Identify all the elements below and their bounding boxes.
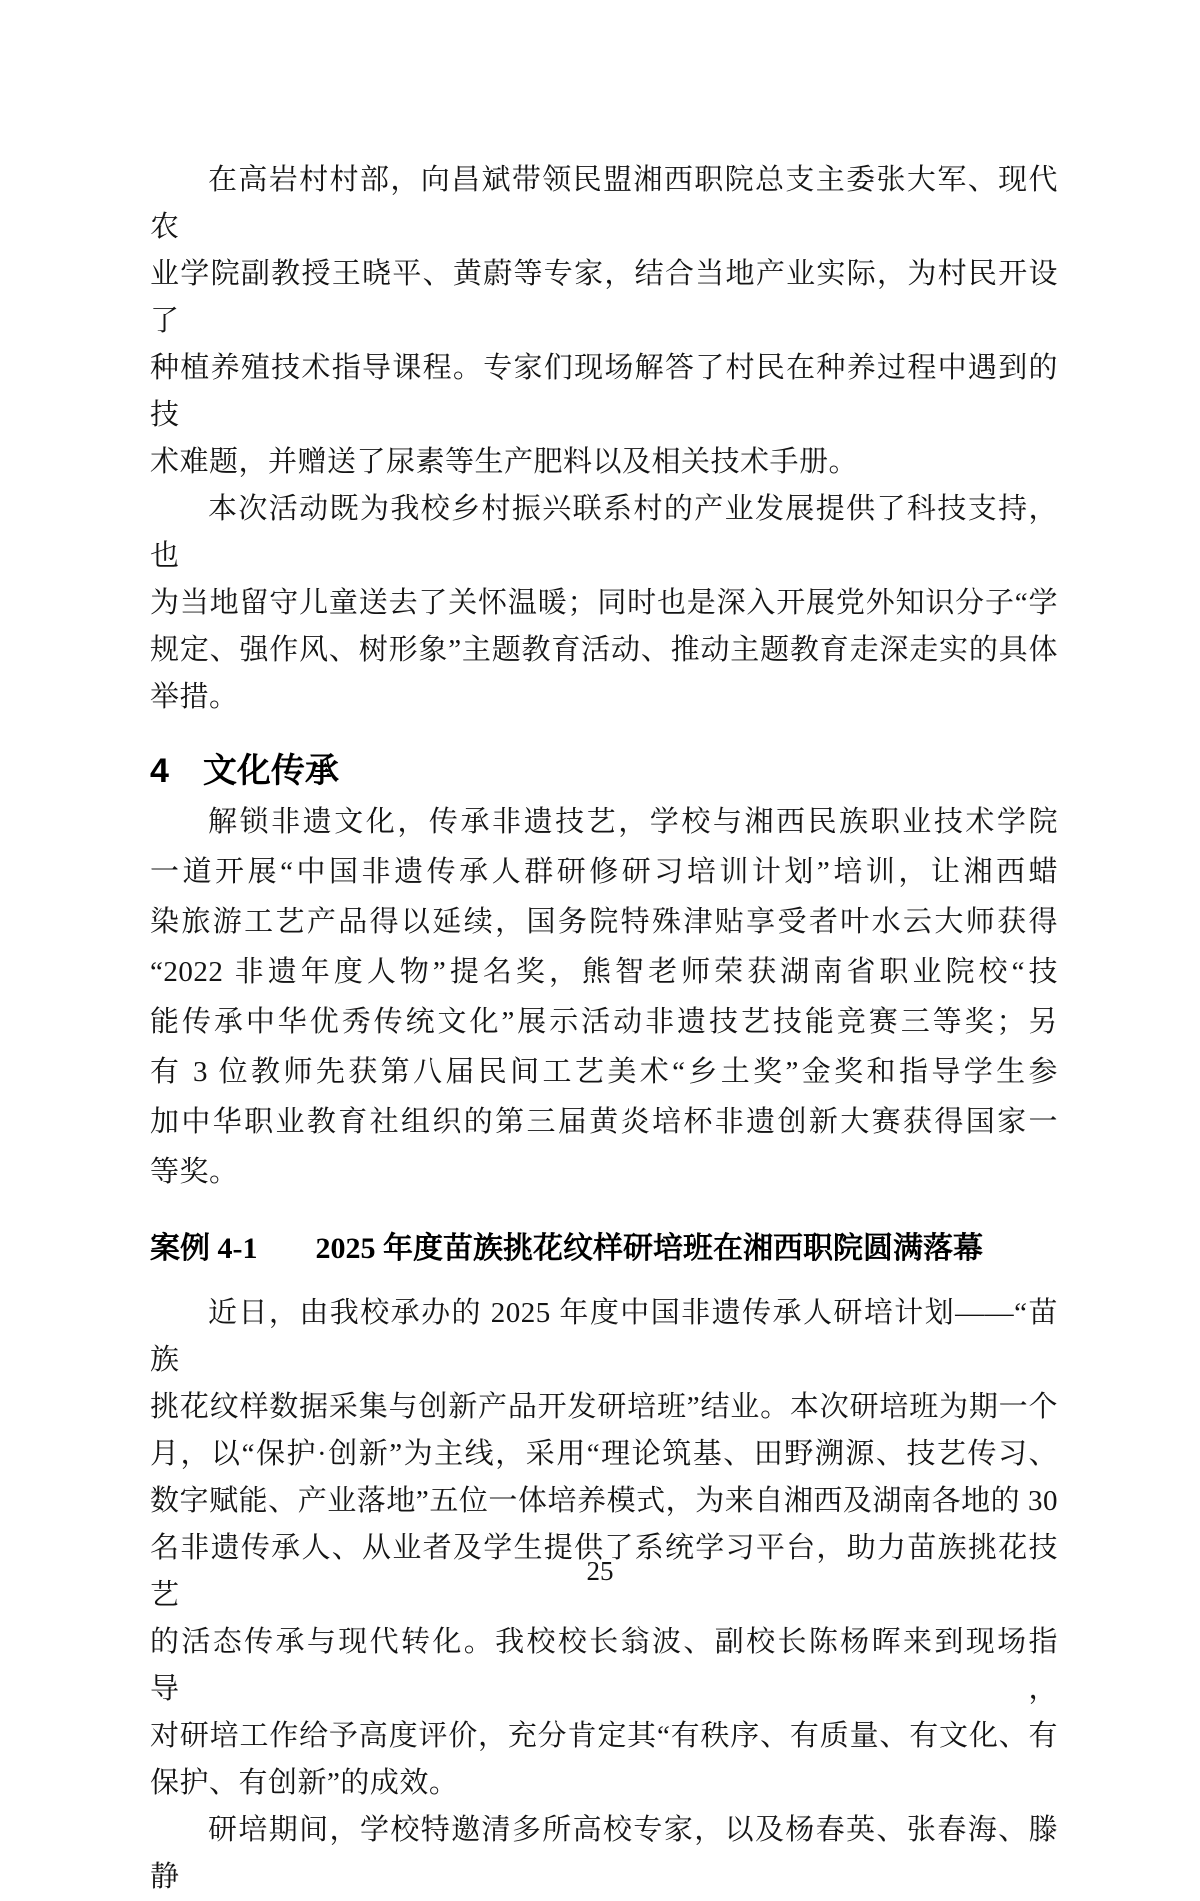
paragraph-line: 业学院副教授王晓平、黄蔚等专家，结合当地产业实际，为村民开设了 xyxy=(150,258,1058,337)
paragraph-line: 在高岩村村部，向昌斌带领民盟湘西职院总支主委张大军、现代农 xyxy=(150,164,1058,243)
paragraph-line: 月，以“保护·创新”为主线，采用“理论筑基、田野溯源、技艺传习、 xyxy=(150,1438,1058,1470)
paragraph-line: 对研培工作给予高度评价，充分肯定其“有秩序、有质量、有文化、有 xyxy=(150,1720,1058,1752)
paragraph-line: 挑花纹样数据采集与创新产品开发研培班”结业。本次研培班为期一个 xyxy=(150,1391,1058,1423)
section-heading xyxy=(150,747,1058,795)
text-body xyxy=(150,157,1058,1901)
paragraph xyxy=(150,1807,1058,1901)
page-number: 25 xyxy=(586,1556,614,1586)
paragraph-line: 等奖。 xyxy=(150,1156,239,1188)
paragraph-line: 数字赋能、产业落地”五位一体培养模式，为来自湘西及湖南各地的 30 xyxy=(150,1485,1058,1517)
section-number: 4 xyxy=(150,752,169,790)
paragraph-line: 一道开展“中国非遗传承人群研修研习培训计划”培训，让湘西蜡 xyxy=(150,856,1058,888)
paragraph-line: 保护、有创新”的成效。 xyxy=(150,1767,459,1799)
paragraph-line: 有 3 位教师先获第八届民间工艺美术“乡土奖”金奖和指导学生参 xyxy=(150,1056,1058,1088)
paragraph-line: 的活态传承与现代转化。我校校长翁波、副校长陈杨晖来到现场指导， xyxy=(150,1626,1058,1705)
paragraph-line: 举措。 xyxy=(150,681,239,713)
paragraph-line: 为当地留守儿童送去了关怀温暖；同时也是深入开展党外知识分子“学 xyxy=(150,587,1058,619)
case-label: 案例 4-1 xyxy=(150,1232,258,1265)
paragraph-line: 研培期间，学校特邀清多所高校专家，以及杨春英、张春海、滕静 xyxy=(150,1814,1058,1893)
paragraph-line: 近日，由我校承办的 2025 年度中国非遗传承人研培计划——“苗族 xyxy=(150,1297,1058,1376)
paragraph xyxy=(150,157,1058,486)
case-heading xyxy=(150,1225,1058,1272)
paragraph xyxy=(150,1290,1058,1807)
section-title: 文化传承 xyxy=(202,752,339,790)
paragraph-line: 能传承中华优秀传统文化”展示活动非遗技艺技能竞赛三等奖；另 xyxy=(150,1006,1058,1038)
paragraph-line: 染旅游工艺产品得以延续，国务院特殊津贴享受者叶水云大师获得 xyxy=(150,906,1058,938)
paragraph xyxy=(150,486,1058,721)
paragraph xyxy=(150,797,1058,1197)
paragraph-line: 本次活动既为我校乡村振兴联系村的产业发展提供了科技支持，也 xyxy=(150,493,1058,572)
paragraph-line: “2022 非遗年度人物”提名奖，熊智老师荣获湖南省职业院校“技 xyxy=(150,956,1058,988)
paragraph-line: 规定、强作风、树形象”主题教育活动、推动主题教育走深走实的具体 xyxy=(150,634,1058,666)
paragraph-line: 术难题，并赠送了尿素等生产肥料以及相关技术手册。 xyxy=(150,446,859,478)
paragraph-line: 解锁非遗文化，传承非遗技艺，学校与湘西民族职业技术学院 xyxy=(208,806,1058,838)
paragraph-line: 种植养殖技术指导课程。专家们现场解答了村民在种养过程中遇到的技 xyxy=(150,352,1058,431)
case-title: 2025 年度苗族挑花纹样研培班在湘西职院圆满落幕 xyxy=(315,1232,983,1265)
paragraph-line: 加中华职业教育社组织的第三届黄炎培杯非遗创新大赛获得国家一 xyxy=(150,1106,1058,1138)
paragraph-line: 名非遗传承人、从业者及学生提供了系统学习平台，助力苗族挑花技艺 xyxy=(150,1532,1058,1611)
